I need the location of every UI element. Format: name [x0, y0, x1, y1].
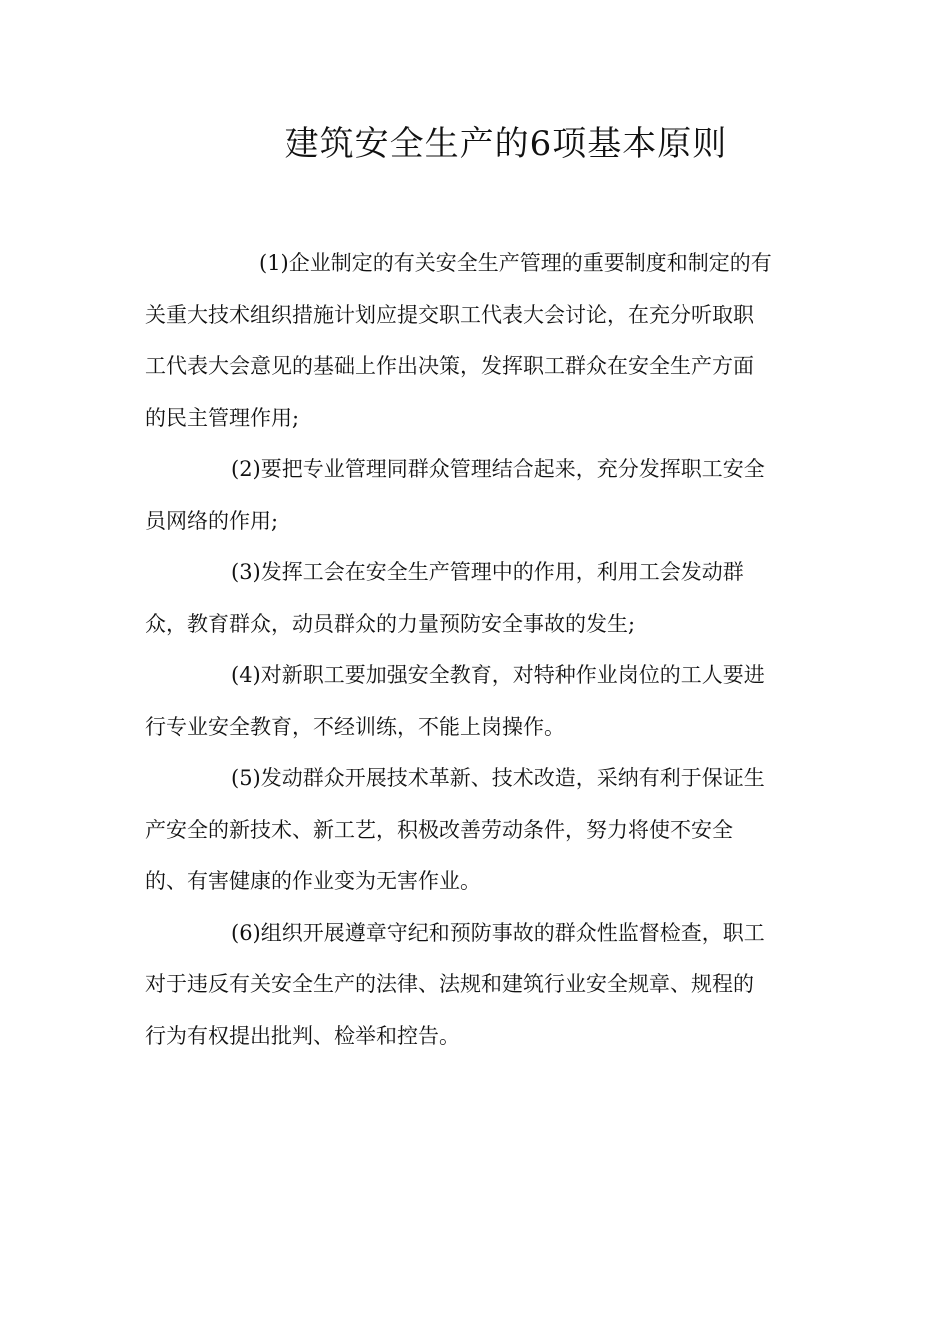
- paragraph-line: 关重大技术组织措施计划应提交职工代表大会讨论，在充分听取职: [145, 302, 754, 327]
- paragraph-line: (4)对新职工要加强安全教育，对特种作业岗位的工人要进: [231, 663, 765, 687]
- paragraph-5: [145, 753, 805, 908]
- paragraph-line: (2)要把专业管理同群众管理结合起来，充分发挥职工安全: [231, 457, 765, 481]
- paragraph-line: 产安全的新技术、新工艺，积极改善劳动条件，努力将使不安全: [145, 817, 733, 842]
- paragraph-line: (1)企业制定的有关安全生产管理的重要制度和制定的有: [259, 251, 772, 275]
- paragraph-2: [145, 444, 805, 547]
- paragraph-4: [145, 650, 805, 753]
- paragraph-line: 的、有害健康的作业变为无害作业。: [145, 869, 481, 893]
- document-title: 建筑安全生产的6项基本原则: [284, 124, 728, 164]
- paragraph-3: [145, 547, 805, 650]
- paragraph-1: [145, 238, 805, 444]
- paragraph-line: (3)发挥工会在安全生产管理中的作用，利用工会发动群: [231, 560, 744, 584]
- paragraph-6: [145, 908, 805, 1063]
- paragraph-line: 众，教育群众，动员群众的力量预防安全事故的发生;: [145, 611, 636, 636]
- paragraph-line: 对于违反有关安全生产的法律、法规和建筑行业安全规章、规程的: [145, 972, 754, 996]
- paragraph-line: 行为有权提出批判、检举和控告。: [145, 1023, 460, 1048]
- document-body: [145, 238, 805, 1062]
- paragraph-line: (6)组织开展遵章守纪和预防事故的群众性监督检查，职工: [231, 920, 765, 945]
- paragraph-line: (5)发动群众开展技术革新、技术改造，采纳有利于保证生: [231, 766, 765, 790]
- paragraph-line: 的民主管理作用;: [145, 405, 300, 430]
- paragraph-line: 工代表大会意见的基础上作出决策，发挥职工群众在安全生产方面: [145, 354, 754, 378]
- paragraph-line: 行专业安全教育，不经训练，不能上岗操作。: [145, 714, 565, 739]
- paragraph-line: 员网络的作用;: [145, 508, 279, 533]
